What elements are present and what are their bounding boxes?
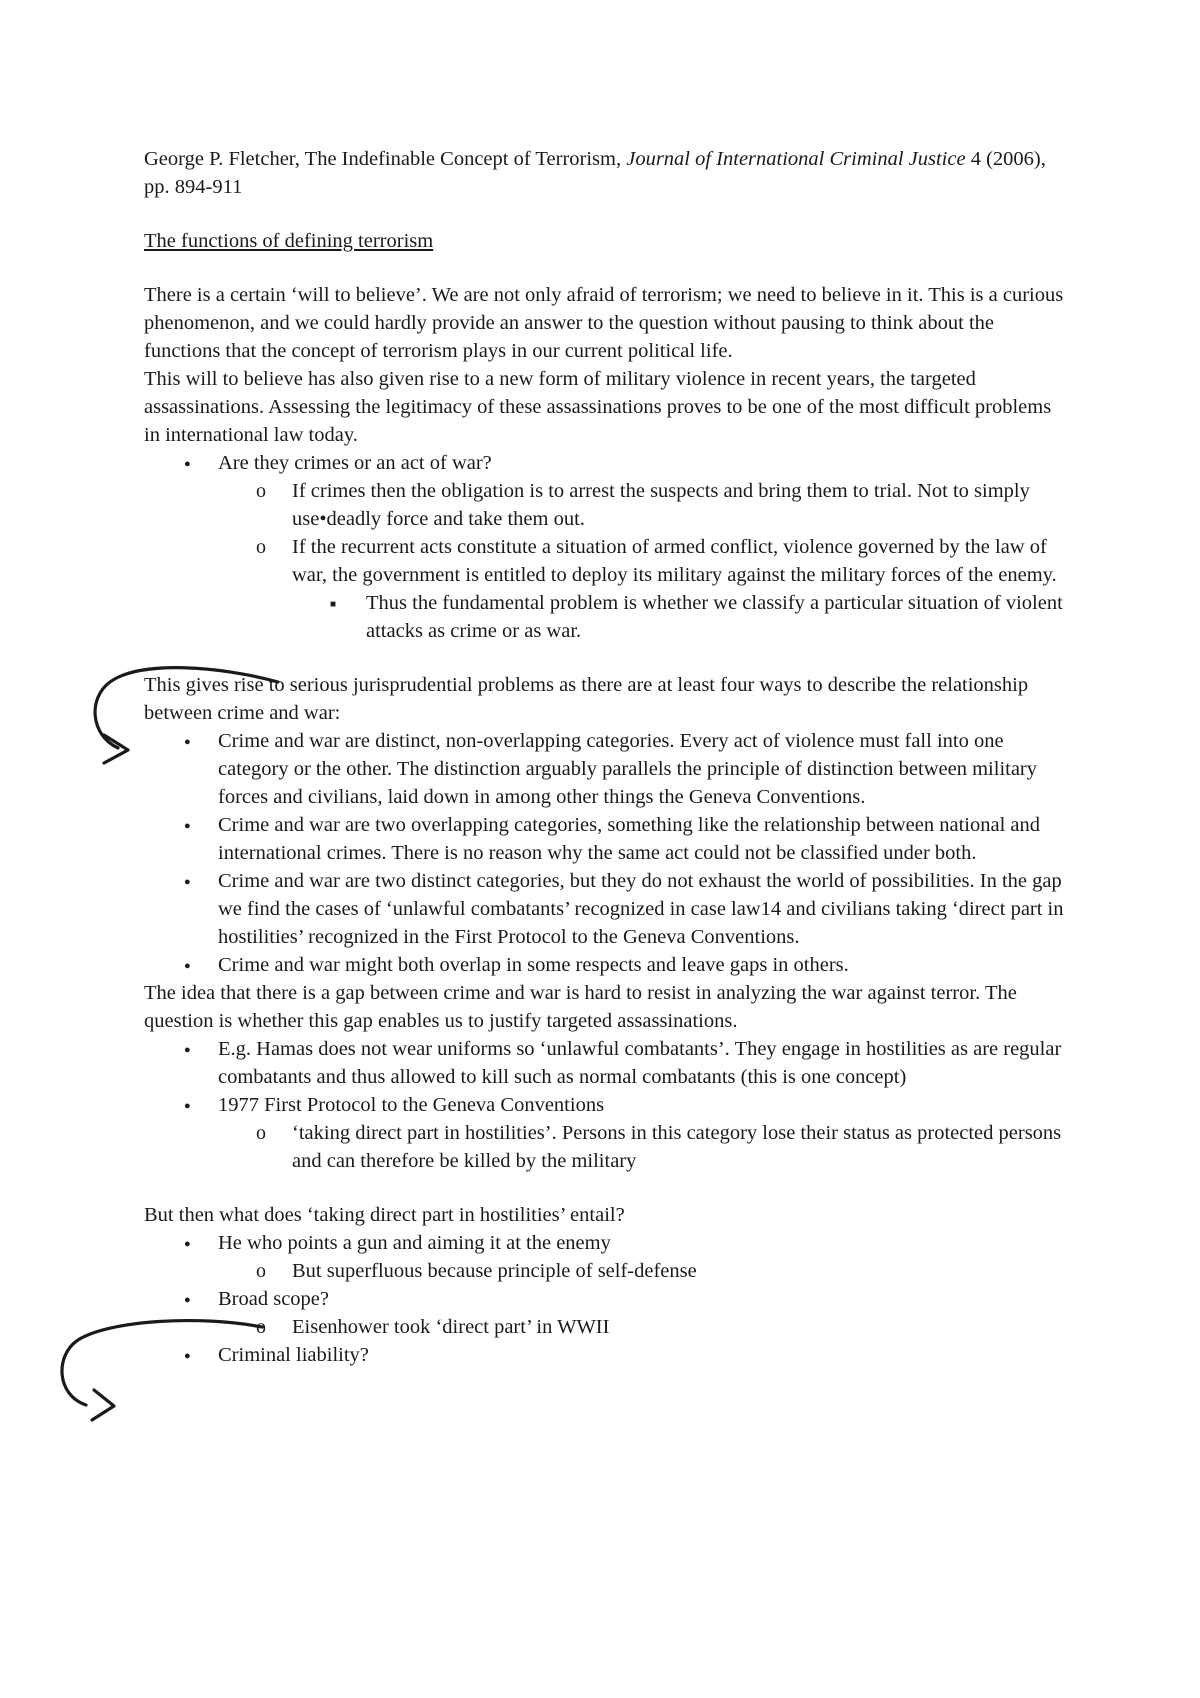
- list-item: ● Criminal liability?: [144, 1341, 1064, 1369]
- list-item: ● Crime and war are distinct, non-overlapping categories. Every act of violence must fall into one category or the other. The distinction arguably parallels the principle of distinction between military forces and civilians, laid down in among other things the Geneva Conventions.: [144, 727, 1064, 811]
- list-item: o But superfluous because principle of self-defense: [144, 1257, 1064, 1285]
- list-item: ● 1977 First Protocol to the Geneva Conventions: [144, 1091, 1064, 1119]
- paragraph-direct-part-question: But then what does ‘taking direct part in hostilities’ entail?: [144, 1204, 625, 1226]
- list-item: o If crimes then the obligation is to arrest the suspects and bring them to trial. Not to simply use•deadly force and take them out.: [144, 477, 1064, 533]
- section-heading: The functions of defining terrorism: [144, 230, 434, 252]
- list-item: o Eisenhower took ‘direct part’ in WWII: [144, 1313, 1064, 1341]
- list-item: o If the recurrent acts constitute a situation of armed conflict, violence governed by the law of war, the government is entitled to deploy its military against the military forces of the enemy.: [144, 533, 1064, 589]
- paragraph-gap-crime-war: The idea that there is a gap between crime and war is hard to resist in analyzing the war against terror. The question is whether this gap enables us to justify targeted assassinations.: [144, 982, 1017, 1032]
- paragraph-jurisprudential-problems: This gives rise to serious jurisprudential problems as there are at least four ways to describe the relationship between crime and war:: [144, 674, 1029, 724]
- list-item: ● Crime and war might both overlap in some respects and leave gaps in others.: [144, 951, 1064, 979]
- list-item: ● Crime and war are two distinct categories, but they do not exhaust the world of possibilities. In the gap we find the cases of ‘unlawful combatants’ recognized in case law14 and civilians taking ‘direct part in hostilities’ recognized in the First Protocol to the Geneva Conventions.: [144, 867, 1064, 951]
- list-item: o ‘taking direct part in hostilities’. Persons in this category lose their status as protected persons and can therefore be killed by the military: [144, 1119, 1064, 1175]
- list-item: ● He who points a gun and aiming it at the enemy: [144, 1229, 1064, 1257]
- list-item: ● E.g. Hamas does not wear uniforms so ‘unlawful combatants’. They engage in hostilities as are regular combatants and thus allowed to kill such as normal combatants (this is one concept): [144, 1035, 1064, 1091]
- citation: George P. Fletcher, The Indefinable Concept of Terrorism, Journal of International Criminal Justice 4 (2006), pp. 894-911: [144, 148, 1046, 198]
- list-item: ● Are they crimes or an act of war?: [144, 449, 1064, 477]
- list-item: ● Broad scope?: [144, 1285, 1064, 1313]
- list-item: ■ Thus the fundamental problem is whether we classify a particular situation of violent attacks as crime or as war.: [144, 589, 1064, 645]
- list-item: ● Crime and war are two overlapping categories, something like the relationship between national and international crimes. There is no reason why the same act could not be classified under both.: [144, 811, 1064, 867]
- journal-title: Journal of International Criminal Justice: [626, 148, 966, 170]
- paragraph-will-to-believe: There is a certain ‘will to believe’. We are not only afraid of terrorism; we need to believe in it. This is a curious phenomenon, and we could hardly provide an answer to the question without pausing to think about the functions that the concept of terrorism plays in our current political life.: [144, 284, 1064, 362]
- paragraph-targeted-assassinations: This will to believe has also given rise to a new form of military violence in recent years, the targeted assassinations. Assessing the legitimacy of these assassinations proves to be one of the most difficult problems in international law today.: [144, 368, 1052, 446]
